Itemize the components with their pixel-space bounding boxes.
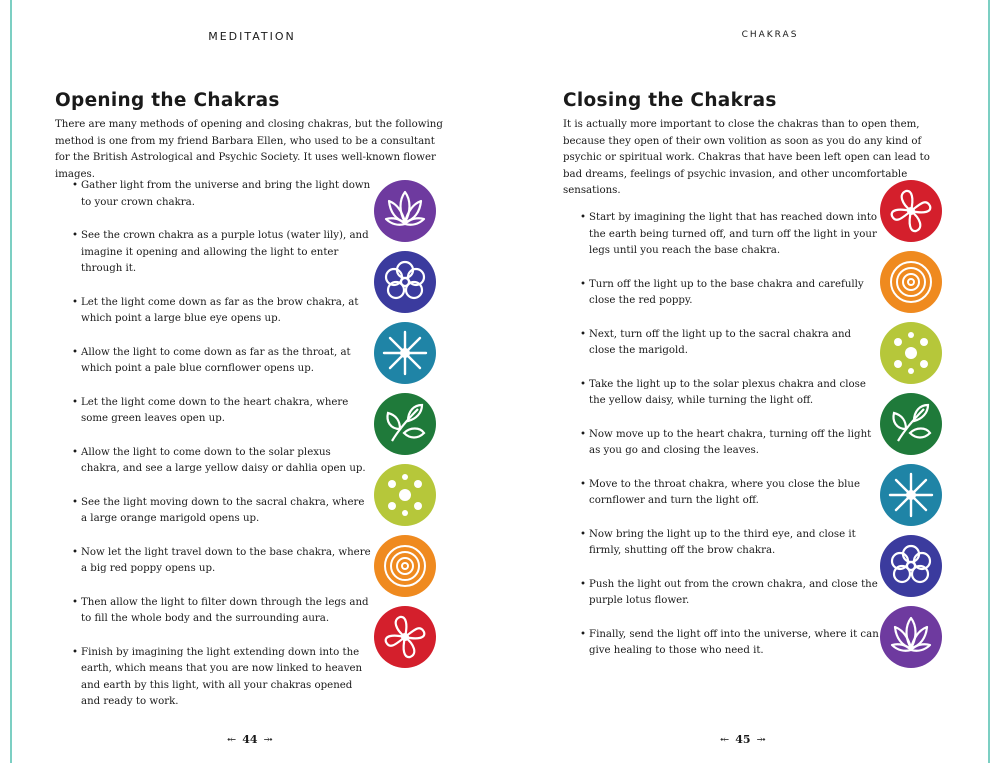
list-item: • Next, turn off the light up to the sacral chakra and close the marigold. — [580, 327, 880, 360]
folio-ornament-right: ⤞ — [756, 733, 766, 746]
list-item: • See the light moving down to the sacral chakra, where a large orange marigold opens up. — [72, 495, 372, 528]
folio-ornament-left: ⤝ — [227, 733, 237, 746]
page-number-right — [720, 733, 766, 746]
list-item: • Allow the light to come down as far as the throat, at which point a pale blue cornflower opens up. — [72, 345, 372, 378]
page-number: 45 — [735, 733, 751, 746]
left-flower-column — [374, 180, 436, 677]
folio-ornament-right: ⤞ — [263, 733, 273, 746]
left-intro-paragraph: There are many methods of opening and closing chakras, but the following method is one from my friend Barbara Ellen, who used to be a consultant for the British Astrological and Psychic Society. It uses well-known flower images. — [55, 119, 443, 180]
list-item: • Now let the light travel down to the base chakra, where a big red poppy opens up. — [72, 545, 372, 578]
running-head-left: MEDITATION — [208, 30, 296, 43]
cornflower-icon — [880, 464, 942, 526]
left-border — [0, 0, 12, 763]
closing-steps-list — [580, 210, 880, 677]
list-item: • See the crown chakra as a purple lotus (water lily), and imagine it opening and allowing the light to enter through it. — [72, 228, 372, 278]
poppy-icon — [880, 180, 942, 242]
daisy-icon — [374, 464, 436, 526]
right-intro-paragraph: It is actually more important to close the chakras than to open them, because they open of their own volition as soon as you do any kind of psychic or spiritual work. Chakras that have been left open can lead to bad dreams, feelings of psychic invasion, and other uncomfortable sensations. — [563, 119, 930, 196]
page-number: 44 — [242, 733, 258, 746]
folio-ornament-left: ⤝ — [720, 733, 730, 746]
list-item: • Now bring the light up to the third eye, and close it firmly, shutting off the brow chakra. — [580, 527, 880, 560]
leaves-icon — [374, 393, 436, 455]
right-page — [500, 0, 988, 763]
blue-eye-flower-icon — [374, 251, 436, 313]
left-page — [12, 0, 500, 763]
list-item: • Start by imagining the light that has reached down into the earth being turned off, and turn off the light in your legs until you reach the base chakra. — [580, 210, 880, 260]
list-item: • Take the light up to the solar plexus chakra and close the yellow daisy, while turning the light off. — [580, 377, 880, 410]
opening-steps-list — [72, 178, 372, 728]
marigold-icon — [374, 535, 436, 597]
list-item: • Then allow the light to filter down through the legs and to fill the whole body and the surrounding aura. — [72, 595, 372, 628]
poppy-icon — [374, 606, 436, 668]
list-item: • Let the light come down as far as the brow chakra, at which point a large blue eye opens up. — [72, 295, 372, 328]
lotus-icon — [880, 606, 942, 668]
list-item: • Gather light from the universe and bring the light down to your crown chakra. — [72, 178, 372, 211]
list-item: • Finally, send the light off into the universe, where it can give healing to those who need it. — [580, 627, 880, 660]
list-item: • Push the light out from the crown chakra, and close the purple lotus flower. — [580, 577, 880, 610]
daisy-icon — [880, 322, 942, 384]
leaves-icon — [880, 393, 942, 455]
list-item: • Now move up to the heart chakra, turning off the light as you go and closing the leaves. — [580, 427, 880, 460]
blue-eye-flower-icon — [880, 535, 942, 597]
marigold-icon — [880, 251, 942, 313]
list-item: • Allow the light to come down to the solar plexus chakra, and see a large yellow daisy or dahlia open up. — [72, 445, 372, 478]
list-item: • Let the light come down to the heart chakra, where some green leaves open up. — [72, 395, 372, 428]
lotus-icon — [374, 180, 436, 242]
page-number-left — [227, 733, 273, 746]
list-item: • Move to the throat chakra, where you close the blue cornflower and turn the light off. — [580, 477, 880, 510]
right-page-title: Closing the Chakras — [563, 90, 777, 111]
list-item: • Finish by imagining the light extending down into the earth, which means that you are now linked to heaven and earth by this light, with all your chakras opened and ready to work. — [72, 645, 372, 711]
cornflower-icon — [374, 322, 436, 384]
left-page-title: Opening the Chakras — [55, 90, 280, 111]
list-item: • Turn off the light up to the base chakra and carefully close the red poppy. — [580, 277, 880, 310]
running-head-right: CHAKRAS — [741, 30, 799, 40]
right-border — [988, 0, 1000, 763]
right-flower-column — [880, 180, 942, 677]
